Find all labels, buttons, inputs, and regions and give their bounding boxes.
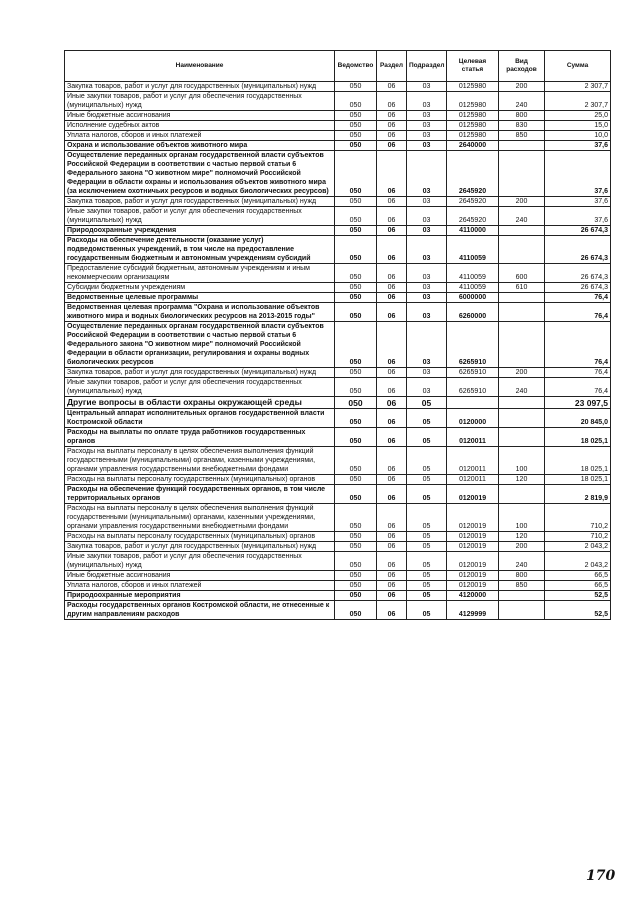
cell-target: 0125980 xyxy=(447,82,499,92)
cell-subsection: 05 xyxy=(407,504,447,532)
cell-target: 0120019 xyxy=(447,552,499,571)
table-row xyxy=(65,303,611,322)
cell-subsection: 05 xyxy=(407,581,447,591)
table-row xyxy=(65,504,611,532)
cell-dept: 050 xyxy=(335,581,377,591)
cell-subsection: 05 xyxy=(407,475,447,485)
cell-name: Субсидии бюджетным учреждениям xyxy=(65,283,335,293)
cell-sum: 18 025,1 xyxy=(545,428,611,447)
cell-subsection: 03 xyxy=(407,207,447,226)
cell-subsection: 05 xyxy=(407,397,447,409)
cell-type: 830 xyxy=(499,121,545,131)
cell-type: 800 xyxy=(499,571,545,581)
cell-name: Осуществление переданных органам государственной власти субъектов Российской Федерации в соответствии с частью первой статьи 6 Федерального закона "О животном мире" полномочий Российской Федерации в области охраны и использования объектов животного мира (за исключением охотничьих ресурсов и водных биологических ресурсов) xyxy=(65,151,335,197)
cell-target: 4110000 xyxy=(447,226,499,236)
cell-subsection: 05 xyxy=(407,428,447,447)
cell-subsection: 03 xyxy=(407,92,447,111)
cell-target: 2645920 xyxy=(447,207,499,226)
cell-type: 120 xyxy=(499,532,545,542)
cell-dept: 050 xyxy=(335,82,377,92)
table-row xyxy=(65,409,611,428)
cell-type: 240 xyxy=(499,378,545,397)
cell-target: 2640000 xyxy=(447,141,499,151)
cell-sum: 37,6 xyxy=(545,151,611,197)
cell-dept: 050 xyxy=(335,207,377,226)
cell-type: 610 xyxy=(499,283,545,293)
cell-name: Иные бюджетные ассигнования xyxy=(65,571,335,581)
cell-type: 200 xyxy=(499,197,545,207)
cell-target: 0120019 xyxy=(447,485,499,504)
cell-target: 4120000 xyxy=(447,591,499,601)
cell-name: Иные бюджетные ассигнования xyxy=(65,111,335,121)
cell-target: 6000000 xyxy=(447,293,499,303)
cell-subsection: 03 xyxy=(407,378,447,397)
cell-subsection: 03 xyxy=(407,226,447,236)
table-row xyxy=(65,428,611,447)
cell-section: 06 xyxy=(377,236,407,264)
cell-target xyxy=(447,397,499,409)
cell-dept: 050 xyxy=(335,601,377,620)
cell-dept: 050 xyxy=(335,532,377,542)
cell-type xyxy=(499,151,545,197)
cell-dept: 050 xyxy=(335,571,377,581)
cell-dept: 050 xyxy=(335,428,377,447)
table-row xyxy=(65,368,611,378)
cell-type: 800 xyxy=(499,111,545,121)
cell-subsection: 03 xyxy=(407,82,447,92)
cell-subsection: 03 xyxy=(407,131,447,141)
cell-section: 06 xyxy=(377,303,407,322)
cell-subsection: 03 xyxy=(407,141,447,151)
cell-section: 06 xyxy=(377,447,407,475)
cell-sum: 26 674,3 xyxy=(545,226,611,236)
cell-name: Охрана и использование объектов животного мира xyxy=(65,141,335,151)
cell-subsection: 05 xyxy=(407,552,447,571)
table-row xyxy=(65,207,611,226)
cell-subsection: 03 xyxy=(407,293,447,303)
cell-section: 06 xyxy=(377,207,407,226)
table-row xyxy=(65,111,611,121)
cell-subsection: 03 xyxy=(407,236,447,264)
cell-section: 06 xyxy=(377,141,407,151)
header-section: Раздел xyxy=(377,51,407,82)
table-row xyxy=(65,591,611,601)
cell-section: 06 xyxy=(377,581,407,591)
cell-subsection: 05 xyxy=(407,485,447,504)
cell-name: Расходы на выплаты персоналу государственных (муниципальных) органов xyxy=(65,475,335,485)
cell-section: 06 xyxy=(377,264,407,283)
cell-type: 100 xyxy=(499,447,545,475)
cell-type: 200 xyxy=(499,368,545,378)
cell-target: 0120011 xyxy=(447,428,499,447)
cell-sum: 37,6 xyxy=(545,197,611,207)
table-row xyxy=(65,283,611,293)
cell-type xyxy=(499,141,545,151)
cell-dept: 050 xyxy=(335,409,377,428)
cell-type: 240 xyxy=(499,552,545,571)
cell-dept: 050 xyxy=(335,226,377,236)
cell-sum: 2 043,2 xyxy=(545,542,611,552)
cell-section: 06 xyxy=(377,121,407,131)
cell-name: Закупка товаров, работ и услуг для государственных (муниципальных) нужд xyxy=(65,197,335,207)
cell-target: 6265910 xyxy=(447,378,499,397)
cell-name: Закупка товаров, работ и услуг для государственных (муниципальных) нужд xyxy=(65,368,335,378)
cell-type xyxy=(499,226,545,236)
cell-name: Природоохранные учреждения xyxy=(65,226,335,236)
cell-type: 200 xyxy=(499,542,545,552)
header-dept: Ведомство xyxy=(335,51,377,82)
cell-type: 850 xyxy=(499,131,545,141)
cell-dept: 050 xyxy=(335,141,377,151)
cell-sum: 76,4 xyxy=(545,322,611,368)
cell-dept: 050 xyxy=(335,303,377,322)
table-row xyxy=(65,264,611,283)
cell-dept: 050 xyxy=(335,121,377,131)
cell-target: 0120011 xyxy=(447,447,499,475)
cell-section: 06 xyxy=(377,571,407,581)
table-row xyxy=(65,151,611,197)
header-subsection: Подраздел xyxy=(407,51,447,82)
table-row xyxy=(65,532,611,542)
cell-section: 06 xyxy=(377,601,407,620)
cell-section: 06 xyxy=(377,283,407,293)
cell-target: 0120019 xyxy=(447,532,499,542)
cell-dept: 050 xyxy=(335,151,377,197)
cell-type xyxy=(499,293,545,303)
cell-subsection: 05 xyxy=(407,532,447,542)
cell-subsection: 05 xyxy=(407,447,447,475)
cell-section: 06 xyxy=(377,485,407,504)
table-row xyxy=(65,447,611,475)
cell-name: Расходы на выплаты персоналу государственных (муниципальных) органов xyxy=(65,532,335,542)
cell-dept: 050 xyxy=(335,397,377,409)
cell-subsection: 03 xyxy=(407,151,447,197)
cell-target: 0120019 xyxy=(447,542,499,552)
cell-sum: 37,6 xyxy=(545,207,611,226)
cell-section: 06 xyxy=(377,111,407,121)
cell-name: Расходы на выплаты по оплате труда работников государственных органов xyxy=(65,428,335,447)
cell-type xyxy=(499,303,545,322)
cell-target: 4110059 xyxy=(447,264,499,283)
cell-sum: 26 674,3 xyxy=(545,264,611,283)
cell-target: 4110059 xyxy=(447,236,499,264)
cell-subsection: 03 xyxy=(407,283,447,293)
cell-sum: 20 845,0 xyxy=(545,409,611,428)
cell-subsection: 03 xyxy=(407,111,447,121)
cell-sum: 2 307,7 xyxy=(545,92,611,111)
cell-target: 4129999 xyxy=(447,601,499,620)
cell-name: Иные закупки товаров, работ и услуг для обеспечения государственных (муниципальных) нужд xyxy=(65,207,335,226)
cell-target: 0120000 xyxy=(447,409,499,428)
cell-sum: 66,5 xyxy=(545,571,611,581)
cell-type xyxy=(499,397,545,409)
cell-sum: 710,2 xyxy=(545,504,611,532)
cell-dept: 050 xyxy=(335,475,377,485)
cell-subsection: 05 xyxy=(407,601,447,620)
cell-subsection: 05 xyxy=(407,571,447,581)
cell-sum: 76,4 xyxy=(545,303,611,322)
cell-sum: 25,0 xyxy=(545,111,611,121)
cell-name: Осуществление переданных органам государственной власти субъектов Российской Федерации в соответствии с частью первой статьи 6 Федерального закона "О животном мире" полномочий Российской Федерации в области организации, регулирования и охраны водных биологических ресурсов xyxy=(65,322,335,368)
cell-section: 06 xyxy=(377,131,407,141)
cell-name: Расходы на обеспечение функций государственных органов, в том числе территориальных органов xyxy=(65,485,335,504)
cell-type xyxy=(499,601,545,620)
cell-section: 06 xyxy=(377,197,407,207)
cell-type: 240 xyxy=(499,207,545,226)
cell-dept: 050 xyxy=(335,485,377,504)
cell-type: 100 xyxy=(499,504,545,532)
cell-type: 600 xyxy=(499,264,545,283)
cell-sum: 26 674,3 xyxy=(545,236,611,264)
cell-subsection: 05 xyxy=(407,409,447,428)
table-row xyxy=(65,581,611,591)
table-body xyxy=(65,82,611,620)
cell-section: 06 xyxy=(377,226,407,236)
cell-section: 06 xyxy=(377,397,407,409)
cell-dept: 050 xyxy=(335,131,377,141)
cell-type xyxy=(499,409,545,428)
cell-target: 0120019 xyxy=(447,581,499,591)
cell-type xyxy=(499,428,545,447)
cell-sum: 2 043,2 xyxy=(545,552,611,571)
cell-dept: 050 xyxy=(335,293,377,303)
cell-dept: 050 xyxy=(335,197,377,207)
cell-sum: 76,4 xyxy=(545,378,611,397)
cell-type xyxy=(499,236,545,264)
cell-section: 06 xyxy=(377,542,407,552)
cell-sum: 710,2 xyxy=(545,532,611,542)
cell-sum: 18 025,1 xyxy=(545,475,611,485)
cell-sum: 18 025,1 xyxy=(545,447,611,475)
cell-name: Иные закупки товаров, работ и услуг для обеспечения государственных (муниципальных) нужд xyxy=(65,378,335,397)
cell-dept: 050 xyxy=(335,591,377,601)
cell-name: Другие вопросы в области охраны окружающей среды xyxy=(65,397,335,409)
cell-target: 0120019 xyxy=(447,571,499,581)
cell-name: Ведомственные целевые программы xyxy=(65,293,335,303)
cell-type xyxy=(499,591,545,601)
cell-dept: 050 xyxy=(335,92,377,111)
cell-target: 6260000 xyxy=(447,303,499,322)
cell-target: 0120011 xyxy=(447,475,499,485)
cell-name: Ведомственная целевая программа "Охрана и использование объектов животного мира и водных биологических ресурсов на 2013-2015 годы" xyxy=(65,303,335,322)
cell-subsection: 03 xyxy=(407,303,447,322)
cell-type: 850 xyxy=(499,581,545,591)
cell-target: 6265910 xyxy=(447,322,499,368)
cell-target: 0125980 xyxy=(447,92,499,111)
table-row xyxy=(65,485,611,504)
cell-subsection: 03 xyxy=(407,368,447,378)
table-row xyxy=(65,236,611,264)
cell-dept: 050 xyxy=(335,447,377,475)
table-row xyxy=(65,226,611,236)
cell-type: 200 xyxy=(499,82,545,92)
cell-sum: 37,6 xyxy=(545,141,611,151)
table-row xyxy=(65,601,611,620)
cell-target: 4110059 xyxy=(447,283,499,293)
cell-target: 0125980 xyxy=(447,131,499,141)
cell-sum: 10,0 xyxy=(545,131,611,141)
cell-target: 0125980 xyxy=(447,111,499,121)
cell-name: Центральный аппарат исполнительных органов государственной власти Костромской области xyxy=(65,409,335,428)
cell-name: Расходы на выплаты персоналу в целях обеспечения выполнения функций государственными (муниципальными) органами, казенными учреждениями, органами управления государственными внебюджетными фондами xyxy=(65,504,335,532)
cell-section: 06 xyxy=(377,92,407,111)
cell-name: Уплата налогов, сборов и иных платежей xyxy=(65,581,335,591)
cell-type xyxy=(499,485,545,504)
cell-subsection: 03 xyxy=(407,197,447,207)
table-row xyxy=(65,378,611,397)
table-row xyxy=(65,82,611,92)
table-row xyxy=(65,475,611,485)
cell-dept: 050 xyxy=(335,552,377,571)
cell-name: Природоохранные мероприятия xyxy=(65,591,335,601)
cell-section: 06 xyxy=(377,428,407,447)
cell-dept: 050 xyxy=(335,378,377,397)
cell-sum: 2 307,7 xyxy=(545,82,611,92)
cell-sum: 76,4 xyxy=(545,368,611,378)
cell-name: Расходы на обеспечение деятельности (оказание услуг) подведомственных учреждений, в том числе на предоставление государственным бюджетным и автономным учреждениям субсидий xyxy=(65,236,335,264)
header-name: Наименование xyxy=(65,51,335,82)
cell-sum: 26 674,3 xyxy=(545,283,611,293)
cell-sum: 66,5 xyxy=(545,581,611,591)
cell-section: 06 xyxy=(377,293,407,303)
cell-name: Уплата налогов, сборов и иных платежей xyxy=(65,131,335,141)
cell-section: 06 xyxy=(377,82,407,92)
cell-sum: 52,5 xyxy=(545,601,611,620)
cell-section: 06 xyxy=(377,532,407,542)
table-row xyxy=(65,197,611,207)
cell-target: 2645920 xyxy=(447,151,499,197)
table-row xyxy=(65,322,611,368)
cell-dept: 050 xyxy=(335,504,377,532)
cell-target: 2645920 xyxy=(447,197,499,207)
cell-dept: 050 xyxy=(335,322,377,368)
cell-name: Исполнение судебных актов xyxy=(65,121,335,131)
cell-type xyxy=(499,322,545,368)
cell-section: 06 xyxy=(377,322,407,368)
cell-name: Закупка товаров, работ и услуг для государственных (муниципальных) нужд xyxy=(65,82,335,92)
table-row xyxy=(65,542,611,552)
cell-name: Расходы государственных органов Костромской области, не отнесенные к другим направлениям расходов xyxy=(65,601,335,620)
table-row xyxy=(65,131,611,141)
cell-type: 240 xyxy=(499,92,545,111)
cell-subsection: 03 xyxy=(407,322,447,368)
cell-target: 0125980 xyxy=(447,121,499,131)
cell-target: 6265910 xyxy=(447,368,499,378)
cell-target: 0120019 xyxy=(447,504,499,532)
cell-subsection: 03 xyxy=(407,264,447,283)
cell-section: 06 xyxy=(377,475,407,485)
cell-type: 120 xyxy=(499,475,545,485)
cell-sum: 15,0 xyxy=(545,121,611,131)
header-type: Вид расходов xyxy=(499,51,545,82)
header-target: Целевая статья xyxy=(447,51,499,82)
cell-section: 06 xyxy=(377,368,407,378)
cell-sum: 2 819,9 xyxy=(545,485,611,504)
cell-section: 06 xyxy=(377,409,407,428)
cell-section: 06 xyxy=(377,504,407,532)
cell-section: 06 xyxy=(377,151,407,197)
cell-name: Расходы на выплаты персоналу в целях обеспечения выполнения функций государственными (муниципальными) органами, казенными учреждениями, органами управления государственными внебюджетными фондами xyxy=(65,447,335,475)
table-row xyxy=(65,121,611,131)
cell-sum: 52,5 xyxy=(545,591,611,601)
table-row xyxy=(65,397,611,409)
cell-subsection: 03 xyxy=(407,121,447,131)
cell-dept: 050 xyxy=(335,236,377,264)
budget-table xyxy=(64,50,611,620)
cell-dept: 050 xyxy=(335,283,377,293)
cell-name: Закупка товаров, работ и услуг для государственных (муниципальных) нужд xyxy=(65,542,335,552)
cell-section: 06 xyxy=(377,552,407,571)
page-number: 170 xyxy=(586,868,616,884)
cell-section: 06 xyxy=(377,378,407,397)
cell-name: Иные закупки товаров, работ и услуг для обеспечения государственных (муниципальных) нужд xyxy=(65,552,335,571)
cell-dept: 050 xyxy=(335,542,377,552)
table-header-row xyxy=(65,51,611,82)
table-row xyxy=(65,571,611,581)
cell-subsection: 05 xyxy=(407,591,447,601)
cell-section: 06 xyxy=(377,591,407,601)
cell-sum: 23 097,5 xyxy=(545,397,611,409)
table-row xyxy=(65,293,611,303)
header-sum: Сумма xyxy=(545,51,611,82)
cell-name: Предоставление субсидий бюджетным, автономным учреждениям и иным некоммерческим организациям xyxy=(65,264,335,283)
table-row xyxy=(65,92,611,111)
table-row xyxy=(65,141,611,151)
cell-name: Иные закупки товаров, работ и услуг для обеспечения государственных (муниципальных) нужд xyxy=(65,92,335,111)
table-row xyxy=(65,552,611,571)
cell-dept: 050 xyxy=(335,368,377,378)
cell-subsection: 05 xyxy=(407,542,447,552)
cell-dept: 050 xyxy=(335,111,377,121)
cell-sum: 76,4 xyxy=(545,293,611,303)
cell-dept: 050 xyxy=(335,264,377,283)
